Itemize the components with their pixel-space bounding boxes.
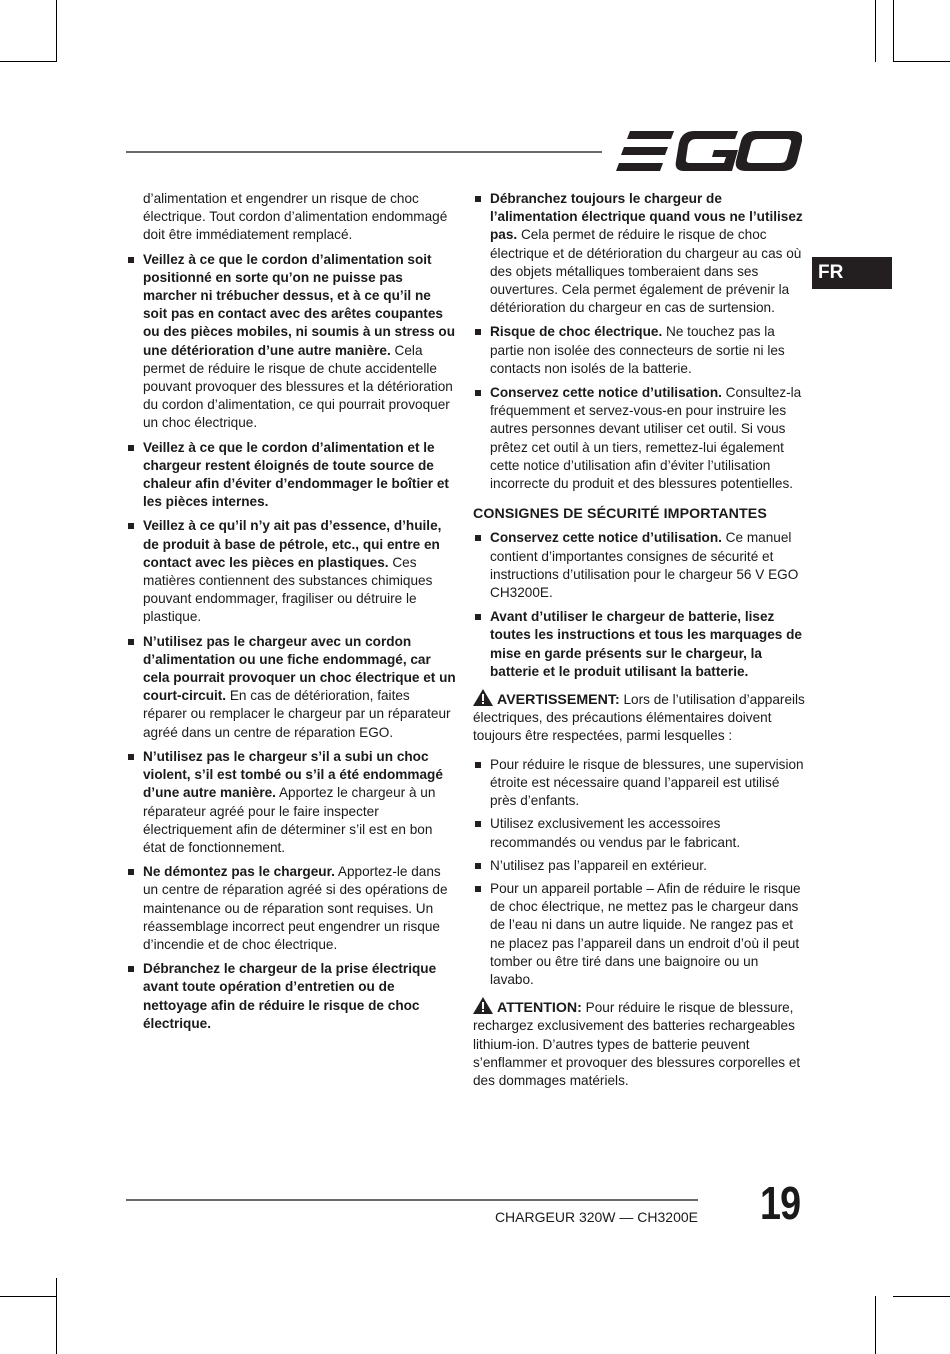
- crop-mark: [893, 0, 894, 62]
- crop-mark: [875, 0, 876, 62]
- crop-mark: [56, 1278, 57, 1354]
- warning-label: AVERTISSEMENT:: [497, 692, 620, 709]
- crop-mark: [0, 61, 57, 62]
- crop-mark: [893, 61, 950, 62]
- warning-triangle-icon: [473, 689, 493, 706]
- attention-block: [473, 997, 805, 1090]
- safety-list-right: [473, 190, 805, 493]
- list-item: Conservez cette notice d’utilisation. Ce manuel contient d’importantes consignes de sécurité et instructions d’utilisation pour le chargeur 56 V EGO CH3200E.: [473, 529, 805, 602]
- warning-block: [473, 689, 805, 746]
- header-rule: [126, 151, 602, 153]
- list-item: N’utilisez pas le chargeur s’il a subi un choc violent, s’il est tombé ou s’il a été endommagé d’une autre manière. Apportez le chargeur à un réparateur agréé pour le faire inspecter électriquement afin de déterminer s’il est en bon état de fonctionnement.: [126, 748, 456, 857]
- list-item: Débranchez le chargeur de la prise électrique avant toute opération d’entretien ou de nettoyage afin de réduire le risque de choc électrique.: [126, 960, 456, 1033]
- section-heading: CONSIGNES DE SÉCURITÉ IMPORTANTES: [473, 506, 767, 523]
- list-item: N’utilisez pas le chargeur avec un cordon d’alimentation ou une fiche endommagé, car cela pourrait provoquer un choc électrique et un court-circuit. En cas de détérioration, faites réparer ou remplacer le chargeur par un réparateur agréé dans un centre de réparation EGO.: [126, 633, 456, 742]
- list-item: N’utilisez pas l’appareil en extérieur.: [473, 857, 805, 875]
- page-number: 19: [760, 1177, 801, 1229]
- list-item: Pour un appareil portable – Afin de réduire le risque de choc électrique, ne mettez pas le chargeur dans de l’eau ni dans un autre liquide. Ne rangez pas et ne placez pas l’appareil dans un endroit d’où il peut tomber ou être tiré dans une baignoire ou un lavabo.: [473, 880, 805, 989]
- important-list: [473, 529, 805, 681]
- language-tab: FR: [812, 257, 892, 289]
- right-column: [473, 190, 805, 1100]
- warning-list: [473, 756, 805, 989]
- attention-label: ATTENTION:: [497, 1000, 582, 1017]
- footer-rule: [126, 1199, 698, 1201]
- safety-list-left: [126, 251, 456, 1033]
- warning-text: Lors de l’utilisation d’appareils électriques, des précautions élémentaires doivent toujours être respectées, parmi lesquelles :: [473, 692, 805, 744]
- list-item: Conservez cette notice d’utilisation. Consultez-la fréquemment et servez-vous-en pour instruire les autres personnes devant utiliser cet outil. Si vous prêtez cet outil à un tiers, remettez-lui également cette notice d’utilisation afin d’éviter l’utilisation incorrecte du produit et des blessures potentielles.: [473, 384, 805, 493]
- list-item: Veillez à ce qu’il n’y ait pas d’essence, d’huile, de produit à base de pétrole, etc., qui entre en contact avec les pièces en plastiques. Ces matières contiennent des substances chimiques pouvant endommager, fragiliser ou détruire le plastique.: [126, 517, 456, 626]
- continuation-paragraph: d’alimentation et engendrer un risque de choc électrique. Tout cordon d’alimentation endommagé doit être immédiatement remplacé.: [143, 191, 448, 243]
- ego-logo: [616, 129, 802, 175]
- list-item: Risque de choc électrique. Ne touchez pas la partie non isolée des connecteurs de sortie ni les contacts non isolés de la batterie.: [473, 323, 805, 378]
- list-item: Veillez à ce que le cordon d’alimentation et le chargeur restent éloignés de toute source de chaleur afin d’éviter d’endommager le boîtier et les pièces internes.: [126, 439, 456, 512]
- crop-mark: [0, 1296, 57, 1297]
- crop-mark: [56, 0, 57, 62]
- attention-text: Pour réduire le risque de blessure, rechargez exclusivement des batteries rechargeables lithium-ion. D’autres types de batterie peuvent s’enflammer et provoquer des blessures corporelles et des dommages matériels.: [473, 1000, 801, 1088]
- warning-triangle-icon: [473, 997, 493, 1014]
- list-item: Débranchez toujours le chargeur de l’alimentation électrique quand vous ne l’utilisez pas. Cela permet de réduire le risque de choc électrique et de détérioration du chargeur au cas où des objets métalliques tomberaient dans ses ouvertures. Cela permet également de prévenir la détérioration du chargeur en cas de surtension.: [473, 190, 805, 317]
- footer-product: CHARGEUR 320W — CH3200E: [494, 1209, 698, 1225]
- list-item: Avant d’utiliser le chargeur de batterie, lisez toutes les instructions et tous les marquages de mise en garde présents sur le chargeur, la batterie et le produit utilisant la batterie.: [473, 608, 805, 681]
- list-item: Pour réduire le risque de blessures, une supervision étroite est nécessaire quand l’appareil est utilisé près d’enfants.: [473, 756, 805, 811]
- list-item: Veillez à ce que le cordon d’alimentation soit positionné en sorte qu’on ne puisse pas marcher ni trébucher dessus, et à ce qu’il ne soit pas en contact avec des arêtes coupantes ou des pièces mobiles, ni soumis à un stress ou une détérioration d’une autre manière. Cela permet de réduire le risque de chute accidentelle pouvant provoquer des blessures et la détérioration du cordon d’alimentation, ce qui pourrait provoquer un choc électrique.: [126, 251, 456, 433]
- left-column: [126, 190, 456, 1039]
- crop-mark: [875, 1296, 876, 1354]
- list-item: Utilisez exclusivement les accessoires recommandés ou vendus par le fabricant.: [473, 815, 805, 851]
- list-item: Ne démontez pas le chargeur. Apportez-le dans un centre de réparation agréé si des opérations de maintenance ou de réparation sont requises. Un réassemblage incorrect peut engendrer un risque d’incendie et de choc électrique.: [126, 863, 456, 954]
- crop-mark: [893, 1296, 950, 1297]
